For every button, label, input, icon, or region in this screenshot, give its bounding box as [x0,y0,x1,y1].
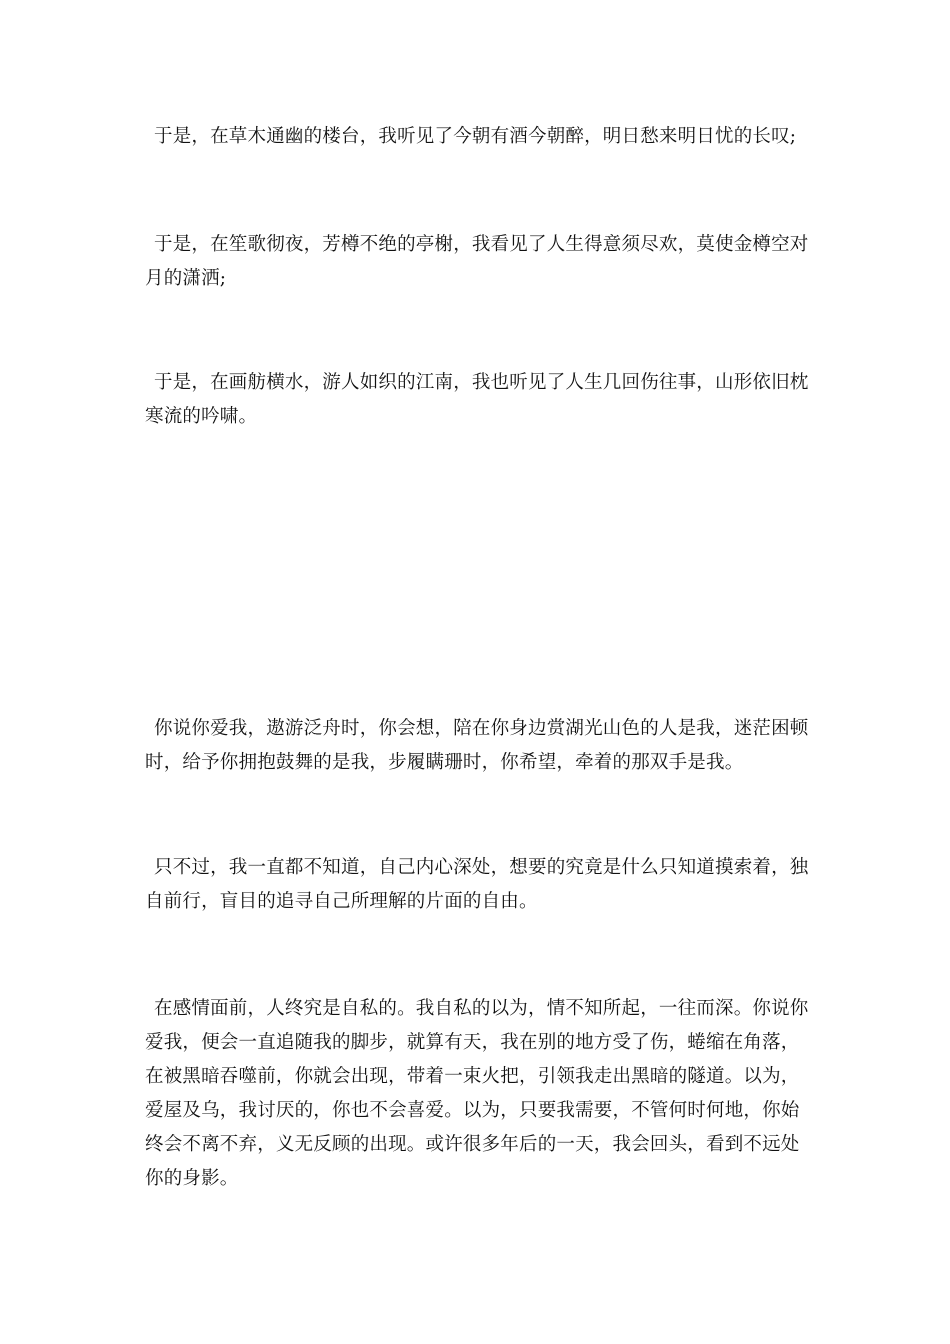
paragraph-1: 于是，在草木通幽的楼台，我听见了今朝有酒今朝醉，明日愁来明日忧的长叹; [154,126,797,147]
paragraph-4: 你说你爱我，遨游泛舟时，你会想，陪在你身边赏湖光山色的人是我，迷茫困顿时，给予你拥抱鼓舞的是我，步履瞒珊时，你希望，牵着的那双手是我。 [145,718,809,773]
paragraph-3: 于是，在画舫横水，游人如织的江南，我也听见了人生几回伤往事，山形依旧枕寒流的吟啸。 [145,372,809,427]
paragraph-5: 只不过，我一直都不知道，自己内心深处，想要的究竟是什么只知道摸索着，独自前行，盲目的追寻自己所理解的片面的自由。 [145,857,809,912]
paragraph-2: 于是，在笙歌彻夜，芳樽不绝的亭榭，我看见了人生得意须尽欢，莫使金樽空对月的潇洒; [145,234,809,289]
paragraph-6: 在感情面前，人终究是自私的。我自私的以为，情不知所起，一往而深。你说你爱我，便会一直追随我的脚步，就算有天，我在别的地方受了伤，蜷缩在角落，在被黑暗吞噬前，你就会出现，带着一束火把，引领我走出黑暗的隧道。以为，爱屋及乌，我讨厌的，你也不会喜爱。以为，只要我需要，不管何时何地，你始终会不离不弃，义无反顾的出现。或许很多年后的一天，我会回头，看到不远处你的身影。 [145,998,809,1189]
